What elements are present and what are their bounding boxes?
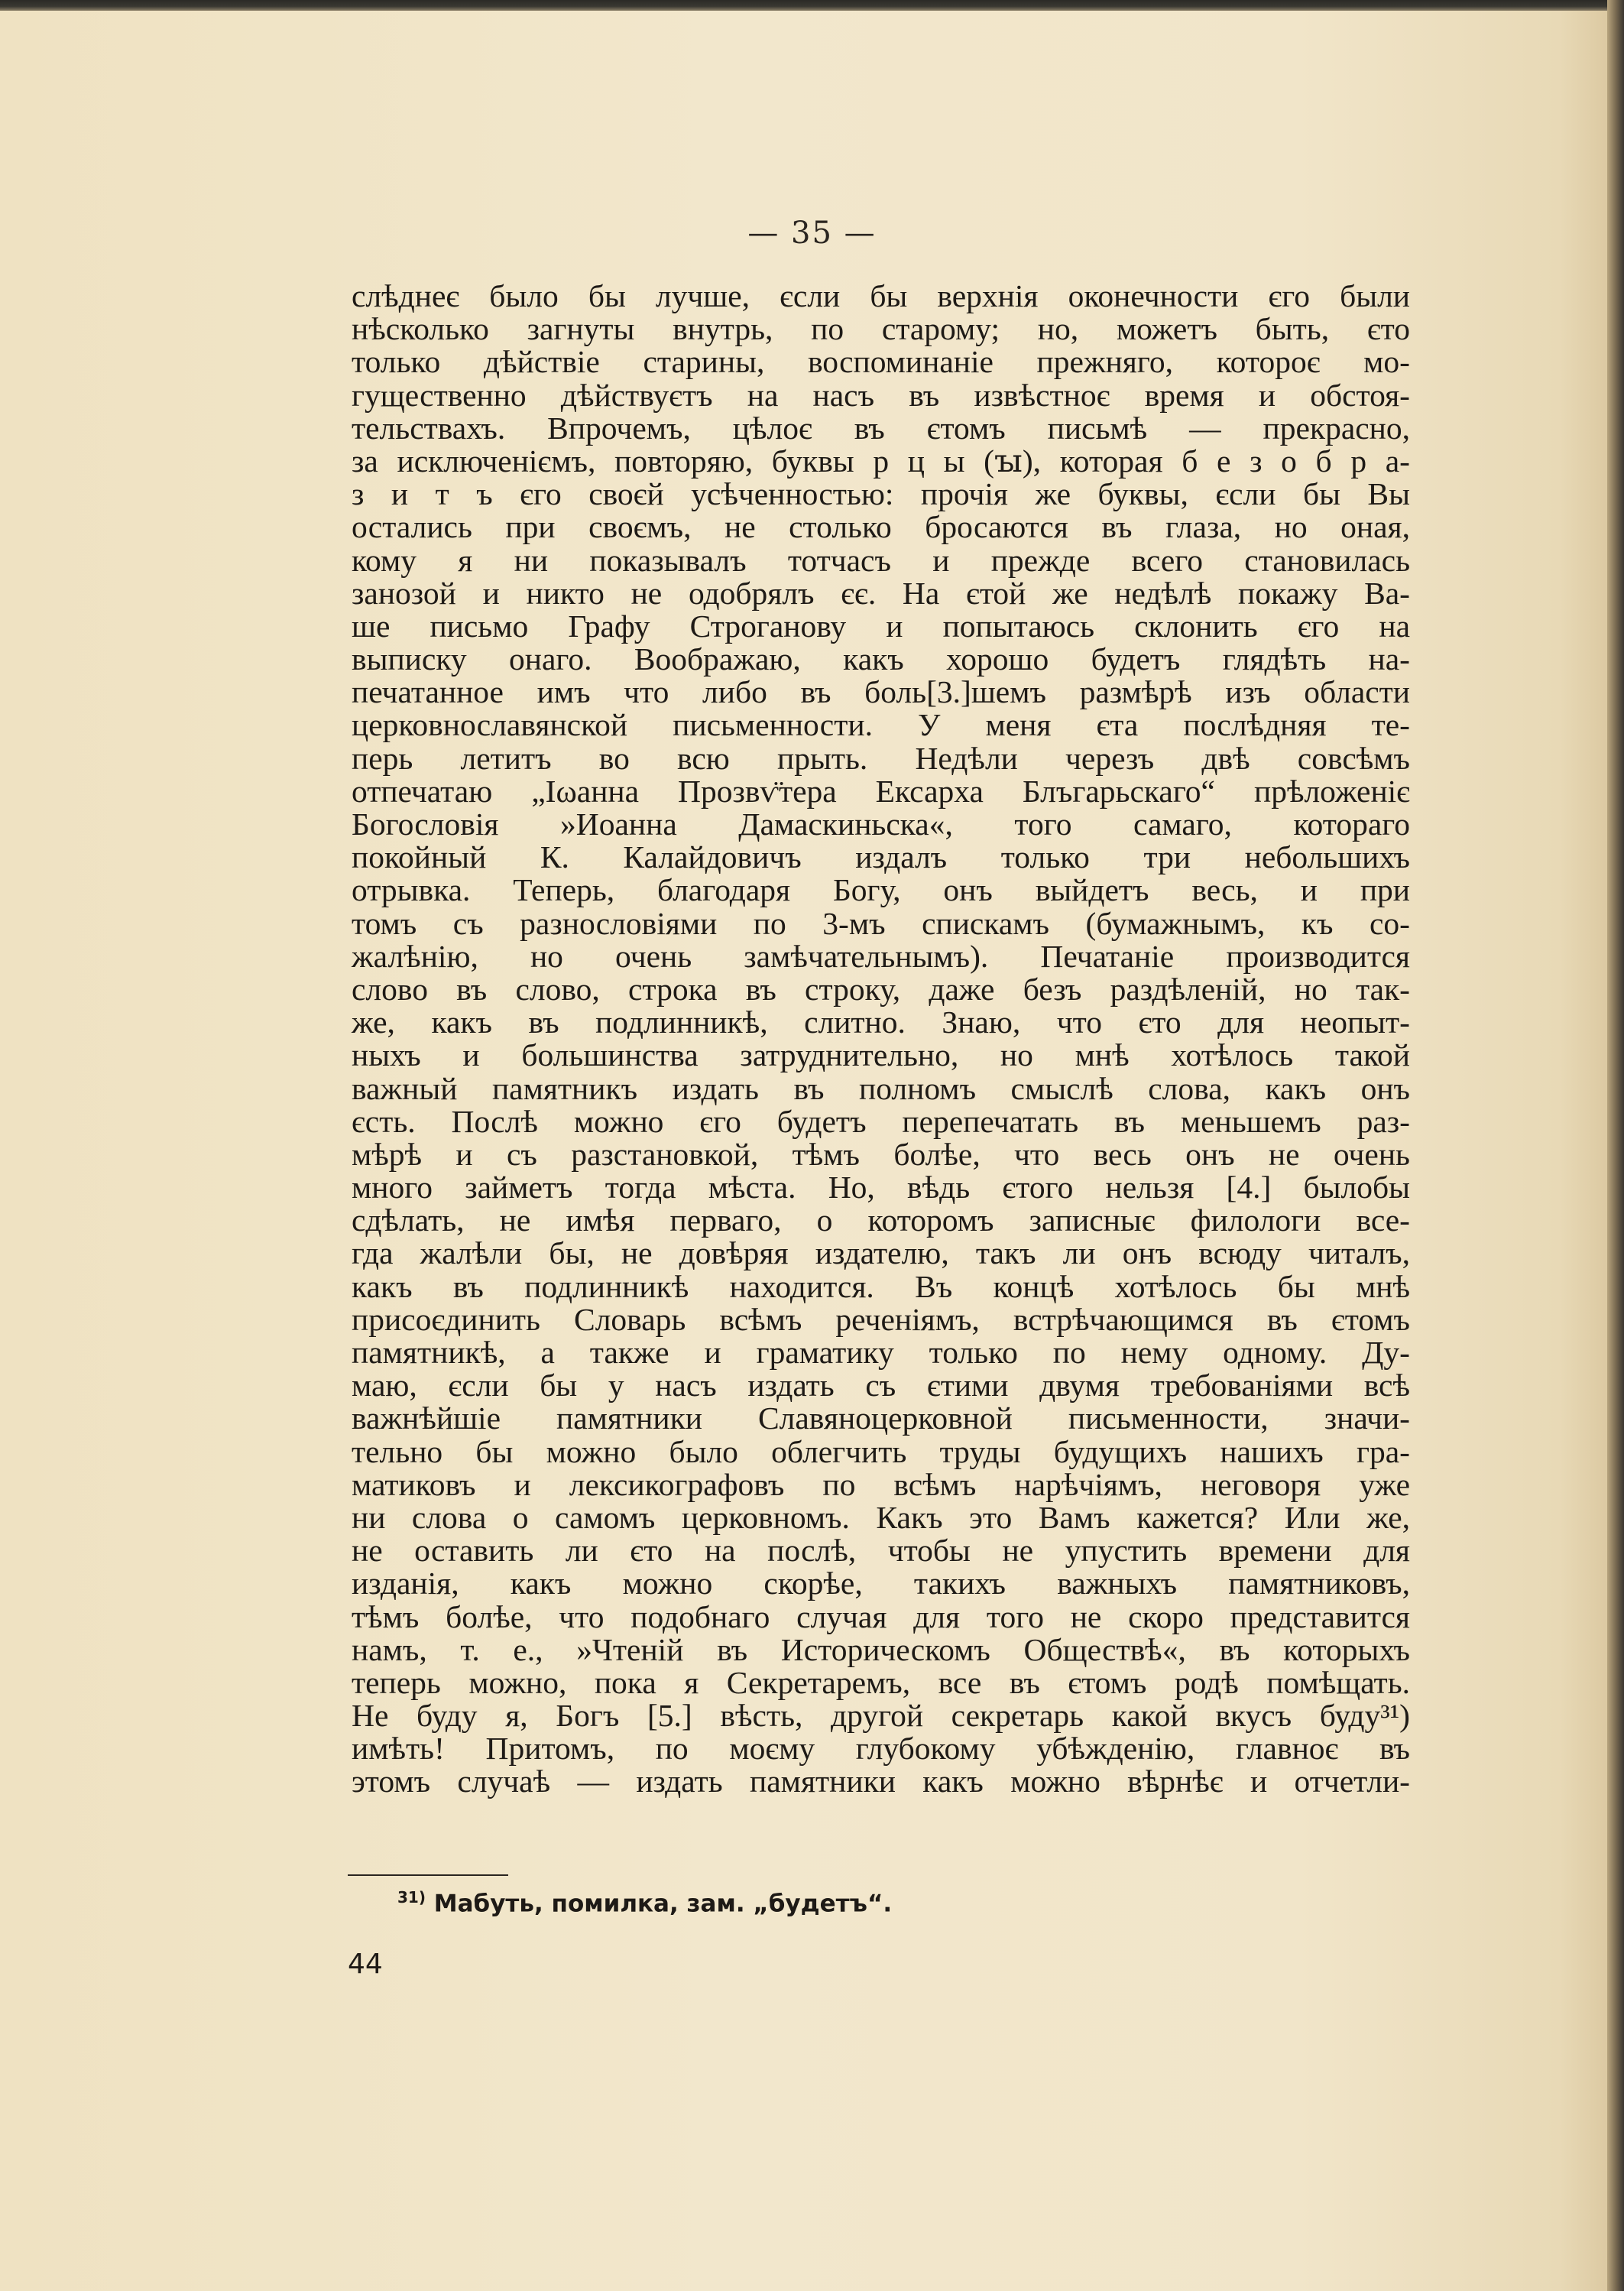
text-line: матиковъ и лексикографовъ по всѣмъ нарѣчіямъ, неговоря уже xyxy=(352,1466,1410,1502)
text-line: тельствахъ. Впрочемъ, цѣлоє въ єтомъ письмѣ — прекрасно, xyxy=(352,410,1410,446)
footnote xyxy=(397,1888,892,1917)
text-line: имѣть! Притомъ, по моєму глубокому убѣжденію, главноє въ xyxy=(352,1731,1410,1767)
text-line: тѣмъ болѣе, что подобнаго случая для того не скоро представится xyxy=(352,1598,1410,1634)
text-line: остались при своємъ, не столько бросаются въ глаза, но оная, xyxy=(352,509,1410,545)
text-line: маю, єсли бы у насъ издать съ єтими двумя требованіями всѣ xyxy=(352,1368,1410,1403)
text-line: Не буду я, Богъ [5.] вѣсть, другой секретарь какой вкусъ буду³¹) xyxy=(352,1698,1410,1734)
footnote-text: Мабуть, помилка, зам. „будетъ“. xyxy=(433,1890,893,1918)
text-line: не оставить ли єто на послѣ, чтобы не упустить времени для xyxy=(352,1533,1410,1569)
text-line: єсть. Послѣ можно єго будетъ перепечатать въ меньшемъ раз- xyxy=(352,1103,1410,1139)
body-text xyxy=(352,280,1410,1799)
text-line: теперь можно, пока я Секретаремъ, все въ єтомъ родѣ помѣщать. xyxy=(352,1664,1410,1700)
signature-number: 44 xyxy=(348,1949,383,1980)
text-line: з и т ъ єго своєй усѣченностью: прочія же буквы, єсли бы Вы xyxy=(352,476,1410,512)
text-line: нѣсколько загнуты внутрь, по старому; но, можетъ быть, єто xyxy=(352,311,1410,347)
text-line: кому я ни показывалъ тотчасъ и прежде всего становилась xyxy=(352,542,1410,578)
text-line: церковнославянской письменности. У меня єта послѣдняя те- xyxy=(352,707,1410,743)
text-line: ни слова о самомъ церковномъ. Какъ это Вамъ кажется? Или же, xyxy=(352,1499,1410,1535)
footnote-rule xyxy=(348,1874,508,1876)
text-line: печатанное имъ что либо въ боль[3.]шемъ размѣрѣ изъ области xyxy=(352,674,1410,710)
text-line: же, какъ въ подлинникѣ, слитно. Знаю, что єто для неопыт- xyxy=(352,1004,1410,1040)
text-line: перь летитъ во всю прыть. Недѣли черезъ двѣ совсѣмъ xyxy=(352,740,1410,776)
text-line: важнѣйшіе памятники Славяноцерковной письменности, значи- xyxy=(352,1400,1410,1436)
text-line: памятникѣ, а также и граматику только по нему одному. Ду- xyxy=(352,1335,1410,1370)
text-line: намъ, т. е., »Чтеній въ Историческомъ Обществѣ«, въ которыхъ xyxy=(352,1631,1410,1667)
text-line: какъ въ подлинникѣ находится. Въ концѣ хотѣлось бы мнѣ xyxy=(352,1268,1410,1304)
text-line: гда жалѣли бы, не довѣряя издателю, такъ ли онъ всюду читалъ, xyxy=(352,1235,1410,1271)
text-line: важный памятникъ издать въ полномъ смыслѣ слова, какъ онъ xyxy=(352,1070,1410,1106)
text-line: отрывка. Теперь, благодаря Богу, онъ выйдетъ весь, и при xyxy=(352,872,1410,908)
page-number: — 35 — xyxy=(747,216,877,251)
text-line: сдѣлать, не имѣя перваго, о которомъ записныє филологи все- xyxy=(352,1202,1410,1238)
scan-right-edge xyxy=(1607,0,1624,2291)
footnote-marker: 31) xyxy=(397,1888,426,1906)
text-line: за исключеніємъ, повторяю, буквы р ц ы (ꙑ), которая б е з о б р а- xyxy=(352,443,1410,479)
text-line: слѣднеє было бы лучше, єсли бы верхнія оконечности єго были xyxy=(352,278,1410,313)
text-line: ше письмо Графу Строганову и попытаюсь склонить єго на xyxy=(352,608,1410,644)
text-line: тельно бы можно было облегчить труды будущихъ нашихъ гра- xyxy=(352,1433,1410,1469)
text-line: гущественно дѣйствуєтъ на насъ въ извѣстноє время и обстоя- xyxy=(352,377,1410,413)
scan-top-edge xyxy=(0,0,1624,11)
text-line: выписку онаго. Воображаю, какъ хорошо будетъ глядѣть на- xyxy=(352,641,1410,677)
text-line: жалѣнію, но очень замѣчательнымъ). Печатаніе производится xyxy=(352,938,1410,974)
text-line: покойный К. Калайдовичъ издалъ только три небольшихъ xyxy=(352,839,1410,875)
text-line: только дѣйствіе старины, воспоминаніе прежняго, котороє мо- xyxy=(352,344,1410,380)
text-line: Богословія »Иоанна Дамаскиньска«, того самаго, котораго xyxy=(352,806,1410,842)
text-line: изданія, какъ можно скорѣе, такихъ важныхъ памятниковъ, xyxy=(352,1566,1410,1601)
text-line: занозой и никто не одобрялъ єє. На єтой же недѣлѣ покажу Ва- xyxy=(352,575,1410,611)
text-line: отпечатаю „Іωанна Прозвѵ̈тера Ексарха Блъгарьскаго“ прѣложеніє xyxy=(352,773,1410,809)
text-line: томъ съ разнословіями по 3-мъ спискамъ (бумажнымъ, къ со- xyxy=(352,905,1410,941)
text-line: этомъ случаѣ — издать памятники какъ можно вѣрнѣє и отчетли- xyxy=(352,1764,1410,1799)
text-line: ныхъ и большинства затруднительно, но мнѣ хотѣлось такой xyxy=(352,1037,1410,1073)
text-line: присоєдинить Словарь всѣмъ реченіямъ, встрѣчающимся въ єтомъ xyxy=(352,1301,1410,1337)
text-line: мѣрѣ и съ разстановкой, тѣмъ болѣе, что весь онъ не очень xyxy=(352,1136,1410,1172)
text-line: слово въ слово, строка въ строку, даже безъ раздѣленій, но так- xyxy=(352,971,1410,1007)
text-line: много займетъ тогда мѣста. Но, вѣдь єтого нельзя [4.] былобы xyxy=(352,1170,1410,1206)
